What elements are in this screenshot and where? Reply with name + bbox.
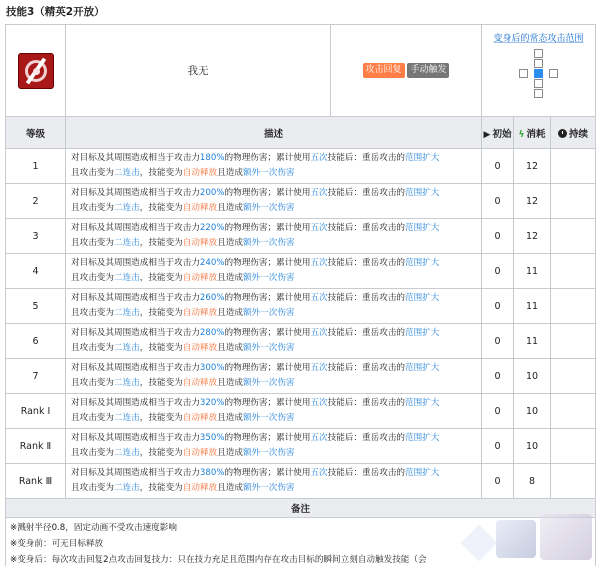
level-description: 对目标及其周围造成相当于攻击力380%的物理伤害；累计使用五次技能后：重岳攻击的范围扩大 且攻击变为二连击，技能变为自动释放且造成额外一次伤害 xyxy=(66,464,482,499)
level-label: 2 xyxy=(6,184,66,219)
level-description: 对目标及其周围造成相当于攻击力300%的物理伤害；累计使用五次技能后：重岳攻击的范围扩大 且攻击变为二连击，技能变为自动释放且造成额外一次伤害 xyxy=(66,359,482,394)
attack-multiplier: 300% xyxy=(199,363,225,373)
attack-multiplier: 350% xyxy=(199,433,225,443)
col-header-initial: ▶ 初始 xyxy=(482,117,514,149)
remarks-title: 备注 xyxy=(6,499,596,518)
level-label: Rank Ⅱ xyxy=(6,429,66,464)
level-label: 4 xyxy=(6,254,66,289)
level-duration xyxy=(551,324,596,359)
remark-item: ※变身后：每次攻击回复2点攻击回复技力：只在技力充足且范围内存在攻击目标的瞬间立刻自动触发技能（会 xyxy=(10,555,427,565)
col-header-description: 描述 xyxy=(66,117,482,149)
attack-multiplier: 200% xyxy=(199,188,225,198)
level-description: 对目标及其周围造成相当于攻击力240%的物理伤害；累计使用五次技能后：重岳攻击的范围扩大 且攻击变为二连击，技能变为自动释放且造成额外一次伤害 xyxy=(66,254,482,289)
play-icon: ▶ xyxy=(483,129,491,140)
level-label: Rank Ⅰ xyxy=(6,394,66,429)
level-table-header xyxy=(6,117,596,149)
level-description: 对目标及其周围造成相当于攻击力200%的物理伤害；累计使用五次技能后：重岳攻击的范围扩大 且攻击变为二连击，技能变为自动释放且造成额外一次伤害 xyxy=(66,184,482,219)
level-description: 对目标及其周围造成相当于攻击力350%的物理伤害；累计使用五次技能后：重岳攻击的范围扩大 且攻击变为二连击，技能变为自动释放且造成额外一次伤害 xyxy=(66,429,482,464)
level-cost: 10 xyxy=(514,359,551,394)
col-header-cost: ϟ 消耗 xyxy=(514,117,551,149)
level-duration xyxy=(551,359,596,394)
level-initial: 0 xyxy=(482,324,514,359)
tag-manual-trigger: 手动触发 xyxy=(407,63,449,78)
level-label: 5 xyxy=(6,289,66,324)
level-label: 3 xyxy=(6,219,66,254)
level-cost: 11 xyxy=(514,254,551,289)
level-description: 对目标及其周围造成相当于攻击力320%的物理伤害；累计使用五次技能后：重岳攻击的范围扩大 且攻击变为二连击，技能变为自动释放且造成额外一次伤害 xyxy=(66,394,482,429)
level-cost: 12 xyxy=(514,219,551,254)
attack-range-grid xyxy=(519,49,559,107)
col-header-level: 等级 xyxy=(6,117,66,149)
level-row xyxy=(6,464,596,499)
level-cost: 8 xyxy=(514,464,551,499)
level-row xyxy=(6,359,596,394)
level-duration xyxy=(551,184,596,219)
skill-info-row xyxy=(6,25,596,117)
level-row xyxy=(6,184,596,219)
remark-item: ※溅射半径0.8，固定动画不受攻击速度影响 xyxy=(10,523,177,533)
level-duration xyxy=(551,289,596,324)
tag-attack-recovery: 攻击回复 xyxy=(363,63,405,78)
lightning-icon: ϟ xyxy=(518,129,525,140)
attack-range-cell xyxy=(482,25,596,117)
level-cost: 12 xyxy=(514,149,551,184)
level-initial: 0 xyxy=(482,464,514,499)
level-row xyxy=(6,254,596,289)
level-description: 对目标及其周围造成相当于攻击力220%的物理伤害；累计使用五次技能后：重岳攻击的范围扩大 且攻击变为二连击，技能变为自动释放且造成额外一次伤害 xyxy=(66,219,482,254)
skill-name: 我无 xyxy=(66,25,331,117)
attack-multiplier: 320% xyxy=(199,398,225,408)
skill-section-title: 技能3（精英2开放） xyxy=(6,6,105,18)
level-duration xyxy=(551,394,596,429)
level-label: Rank Ⅲ xyxy=(6,464,66,499)
level-row xyxy=(6,394,596,429)
level-initial: 0 xyxy=(482,149,514,184)
level-description: 对目标及其周围造成相当于攻击力280%的物理伤害；累计使用五次技能后：重岳攻击的范围扩大 且攻击变为二连击，技能变为自动释放且造成额外一次伤害 xyxy=(66,324,482,359)
level-duration xyxy=(551,464,596,499)
level-cost: 10 xyxy=(514,394,551,429)
level-initial: 0 xyxy=(482,219,514,254)
level-duration xyxy=(551,149,596,184)
level-initial: 0 xyxy=(482,429,514,464)
level-row xyxy=(6,219,596,254)
level-row xyxy=(6,149,596,184)
level-row xyxy=(6,429,596,464)
level-initial: 0 xyxy=(482,254,514,289)
col-header-duration: 持续 xyxy=(551,117,596,149)
level-duration xyxy=(551,219,596,254)
level-cost: 11 xyxy=(514,324,551,359)
level-initial: 0 xyxy=(482,289,514,324)
skill-icon-cell xyxy=(6,25,66,117)
attack-multiplier: 280% xyxy=(199,328,225,338)
attack-multiplier: 240% xyxy=(199,258,225,268)
clock-icon xyxy=(558,129,567,138)
level-cost: 12 xyxy=(514,184,551,219)
level-row xyxy=(6,289,596,324)
attack-range-link[interactable]: 变身后的常态攻击范围 xyxy=(493,34,584,44)
level-duration xyxy=(551,254,596,289)
attack-multiplier: 180% xyxy=(199,153,225,163)
skill-tags xyxy=(331,25,482,117)
level-initial: 0 xyxy=(482,394,514,429)
level-initial: 0 xyxy=(482,359,514,394)
attack-multiplier: 220% xyxy=(199,223,225,233)
operator-position-marker xyxy=(534,69,543,78)
level-cost: 10 xyxy=(514,429,551,464)
attack-multiplier: 380% xyxy=(199,468,225,478)
watermark-image xyxy=(466,510,594,562)
level-label: 1 xyxy=(6,149,66,184)
level-row xyxy=(6,324,596,359)
level-label: 7 xyxy=(6,359,66,394)
level-duration xyxy=(551,429,596,464)
level-initial: 0 xyxy=(482,184,514,219)
attack-multiplier: 260% xyxy=(199,293,225,303)
level-description: 对目标及其周围造成相当于攻击力180%的物理伤害；累计使用五次技能后：重岳攻击的范围扩大 且攻击变为二连击，技能变为自动释放且造成额外一次伤害 xyxy=(66,149,482,184)
level-cost: 11 xyxy=(514,289,551,324)
level-label: 6 xyxy=(6,324,66,359)
skill-table xyxy=(5,24,596,566)
remark-item: ※变身前：可无目标释放 xyxy=(10,539,104,549)
skill-icon xyxy=(18,53,54,89)
level-description: 对目标及其周围造成相当于攻击力260%的物理伤害；累计使用五次技能后：重岳攻击的范围扩大 且攻击变为二连击，技能变为自动释放且造成额外一次伤害 xyxy=(66,289,482,324)
